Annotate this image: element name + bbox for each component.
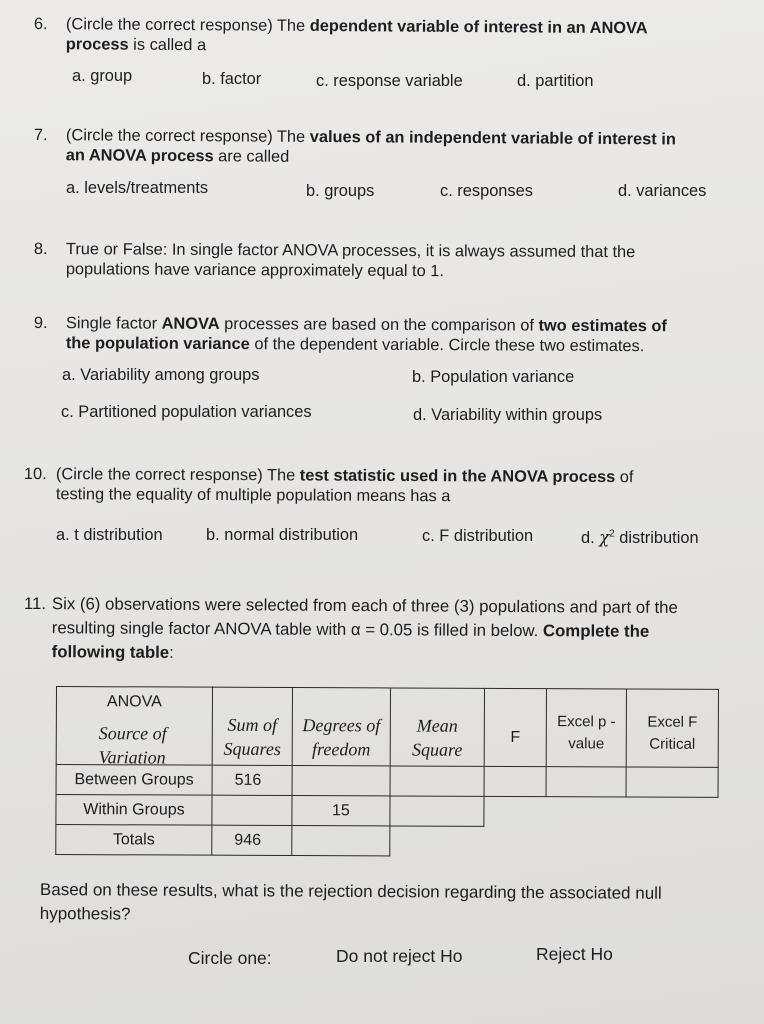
q7-bold-2: an ANOVA process (65, 146, 214, 166)
header-p-value (546, 689, 626, 767)
conclusion-question (40, 878, 662, 930)
totals-df-cell[interactable] (292, 826, 390, 856)
q11-line-1: Six (6) observations were selected from each of three (3) populations and part of the (51, 594, 678, 617)
q10-line-2: testing the equality of multiple population means has a (55, 485, 451, 506)
header-degrees-of-freedom (292, 688, 390, 766)
chi-superscript: 2 (609, 528, 615, 540)
within-ms-cell[interactable] (390, 796, 484, 826)
question-text (66, 313, 667, 356)
between-ms-cell[interactable] (390, 766, 484, 796)
header-crit-1: Excel F (647, 713, 698, 731)
q8-line-2: populations have variance approximately equal to 1. (65, 260, 445, 281)
q10-option-d-letter: d. (581, 529, 595, 547)
q6-bold-2: process (65, 35, 129, 54)
question-number: 6. (33, 14, 48, 34)
q10-text-post: of (615, 468, 634, 487)
header-f (484, 688, 546, 766)
header-source-2: Variation (98, 747, 166, 768)
q11-bold-2: following table (51, 642, 170, 662)
header-ss-1: Sum of (227, 714, 278, 735)
between-df-cell[interactable] (292, 766, 390, 796)
q9-option-a[interactable]: a. Variability among groups (62, 366, 260, 384)
q9-option-b[interactable]: b. Population variance (412, 368, 575, 386)
question-text (66, 239, 636, 282)
q10-option-a[interactable]: a. t distribution (56, 526, 163, 544)
q9-bold-2: two estimates of (538, 316, 667, 336)
header-ms-2: Square (412, 739, 463, 760)
q6-option-d[interactable]: d. partition (517, 72, 594, 90)
q10-option-d-word: distribution (619, 529, 699, 547)
conclusion-line-1: Based on these results, what is the rejection decision regarding the associated null (39, 879, 662, 903)
within-df-cell[interactable]: 15 (292, 796, 390, 826)
between-ss-cell[interactable]: 516 (212, 765, 292, 795)
q6-option-a[interactable]: a. group (72, 67, 133, 85)
header-ss-2: Squares (223, 738, 281, 759)
q9-bold-3: the population variance (65, 334, 250, 354)
q6-bold: dependent variable of interest in an ANOVA (309, 16, 648, 38)
q8-line-1: True or False: In single factor ANOVA processes, it is always assumed that the (65, 240, 636, 262)
header-p-1: Excel p - (557, 712, 616, 730)
table-row (56, 795, 718, 828)
chi-symbol: χ (599, 528, 610, 547)
q6-text: (Circle the correct response) The (65, 15, 310, 35)
between-crit-cell[interactable] (626, 767, 718, 797)
header-p-2: value (568, 734, 605, 752)
header-crit-2: Critical (649, 735, 696, 753)
conclusion-line-2: hypothesis? (39, 903, 131, 924)
header-ms-1: Mean (416, 715, 458, 736)
q9-option-d[interactable]: d. Variability within groups (413, 406, 603, 424)
q10-option-b[interactable]: b. normal distribution (206, 526, 359, 544)
circle-one-label: Circle one: (188, 948, 272, 968)
question-text (66, 125, 676, 169)
question-number: 11. (23, 593, 47, 614)
header-df-2: freedom (312, 739, 371, 760)
header-sum-of-squares (212, 687, 292, 765)
q7-text: (Circle the correct response) The (65, 126, 310, 146)
anova-title: ANOVA (106, 693, 162, 711)
totals-ss-cell[interactable]: 946 (212, 825, 292, 855)
q7-bold: values of an independent variable of interest in (309, 127, 676, 149)
q11-colon: : (169, 642, 174, 662)
row-label-totals: Totals (56, 825, 212, 856)
header-df-1: Degrees of (302, 715, 381, 736)
q10-option-d[interactable] (581, 528, 699, 548)
q7-option-b[interactable]: b. groups (306, 182, 375, 200)
anova-table (55, 686, 719, 858)
header-f-critical (626, 689, 718, 767)
table-row (56, 825, 718, 858)
between-p-cell[interactable] (546, 767, 626, 797)
q7-option-d[interactable]: d. variances (618, 182, 707, 200)
question-number: 8. (33, 239, 48, 259)
header-source (56, 687, 212, 766)
header-source-1: Source of (98, 723, 167, 744)
q11-bold: Complete the (542, 621, 650, 641)
row-label-between: Between Groups (56, 765, 212, 796)
question-number: 7. (33, 125, 48, 145)
q10-bold: test statistic used in the ANOVA process (299, 466, 616, 487)
q10-option-c[interactable]: c. F distribution (422, 527, 534, 545)
question-number: 10. (23, 465, 47, 484)
q9-text-2: of the dependent variable. Circle these two estimates. (249, 335, 645, 356)
header-mean-square (390, 688, 484, 766)
choice-reject[interactable]: Reject Ho (536, 944, 613, 964)
question-text (66, 14, 648, 58)
header-f-label: F (510, 728, 521, 746)
q7-text-2: are called (213, 147, 290, 166)
q6-option-b[interactable]: b. factor (202, 70, 262, 88)
question-text (52, 592, 678, 668)
q7-option-c[interactable]: c. responses (440, 182, 533, 200)
q9-bold: ANOVA (161, 314, 220, 333)
q10-text: (Circle the correct response) The (55, 465, 300, 485)
q7-option-a[interactable]: a. levels/treatments (66, 179, 209, 197)
between-f-cell[interactable] (484, 766, 546, 796)
choice-do-not-reject[interactable]: Do not reject Ho (336, 946, 463, 966)
q6-option-c[interactable]: c. response variable (316, 72, 463, 90)
q9-text-mid: processes are based on the comparison of (219, 314, 539, 335)
question-number: 9. (33, 314, 48, 333)
within-ss-cell[interactable] (212, 795, 292, 825)
row-label-within: Within Groups (56, 795, 212, 826)
q11-text: resulting single factor ANOVA table with α = 0.05 is filled in below. (51, 618, 544, 641)
q9-option-c[interactable]: c. Partitioned population variances (61, 403, 312, 421)
q6-text-2: is called a (128, 35, 207, 55)
question-text (56, 464, 634, 507)
q9-text: Single factor (65, 314, 162, 333)
